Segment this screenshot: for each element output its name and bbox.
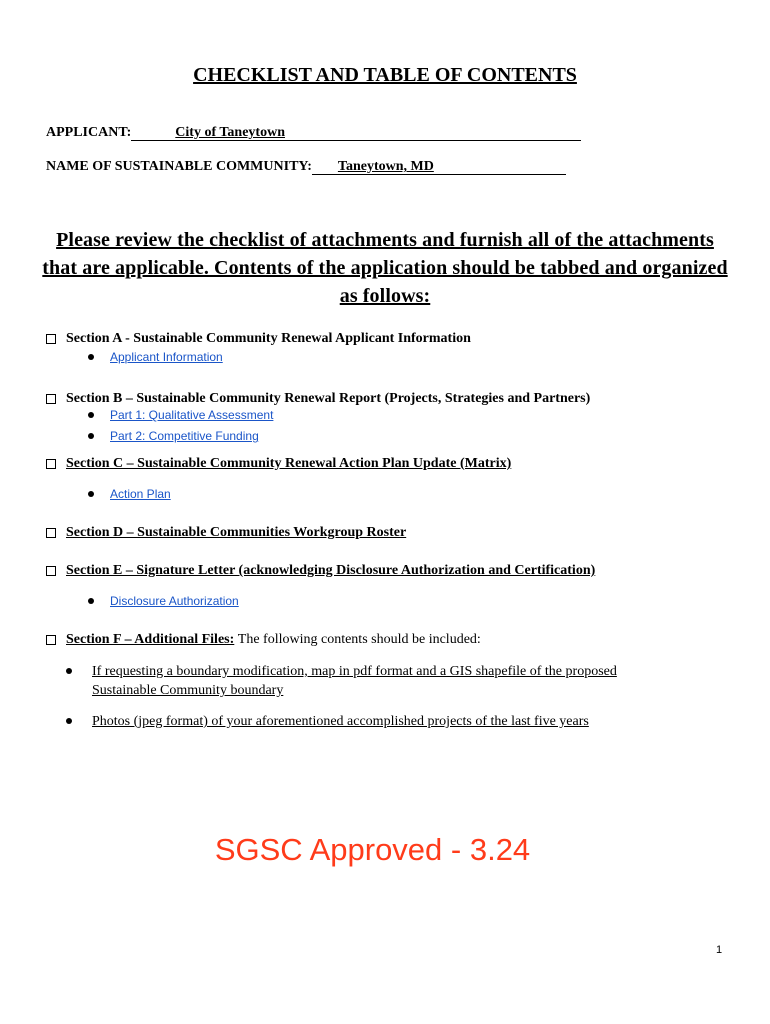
checkbox-icon[interactable] [46,394,56,404]
community-label: NAME OF SUSTAINABLE COMMUNITY: [46,159,312,174]
community-value: Taneytown, MD [337,159,434,174]
section-c [46,456,511,472]
section-c-label: Section C – Sustainable Community Renewal Action Plan Update (Matrix) [66,456,512,471]
applicant-label: APPLICANT: [46,125,132,140]
list-item [66,662,672,700]
applicant-value: City of Taneytown [175,125,285,140]
community-value-line [312,159,566,175]
list-item [88,487,171,501]
section-e-label: Section E – Signature Letter (acknowledging Disclosure Authorization and Certification) [66,563,596,578]
page-number: 1 [716,944,723,956]
checkbox-icon[interactable] [46,566,56,576]
checkbox-icon[interactable] [46,334,56,344]
checkbox-icon[interactable] [46,635,56,645]
section-b [46,391,590,407]
applicant-row [46,125,581,141]
instructions-heading: Please review the checklist of attachments and furnish all of the attachments that are applicable. Contents of the application should be tabbed and organized as follows: [42,229,728,307]
checkbox-icon[interactable] [46,459,56,469]
section-a-label: Section A - Sustainable Community Renewal Applicant Information [66,331,471,346]
bullet-icon [88,354,94,360]
section-a [46,331,471,347]
list-item [88,408,273,422]
page-title: CHECKLIST AND TABLE OF CONTENTS [193,64,577,86]
bullet-icon [66,668,72,674]
section-f-label: Section F – Additional Files: [66,632,235,647]
list-item [88,429,259,443]
approval-stamp: SGSC Approved - 3.24 [214,832,531,867]
link-action-plan[interactable]: Action Plan [110,487,171,501]
section-f-item-photos: Photos (jpeg format) of your aforementioned accomplished projects of the last five years [92,714,589,729]
bullet-icon [88,433,94,439]
community-row [46,159,566,175]
list-item [88,594,239,608]
list-item [88,350,223,364]
applicant-value-line [131,125,581,141]
link-applicant-information[interactable]: Applicant Information [110,350,223,364]
section-f-description: The following contents should be included: [237,632,481,647]
section-f-item-boundary: If requesting a boundary modification, map in pdf format and a GIS shapefile of the proposed Sustainable Community boundary [92,664,617,698]
link-qualitative-assessment[interactable]: Part 1: Qualitative Assessment [110,408,274,422]
section-d [46,525,406,541]
section-b-label: Section B – Sustainable Community Renewal Report (Projects, Strategies and Partners) [66,391,591,406]
checkbox-icon[interactable] [46,528,56,538]
bullet-icon [88,412,94,418]
link-competitive-funding[interactable]: Part 2: Competitive Funding [110,429,259,443]
bullet-icon [88,598,94,604]
link-disclosure-authorization[interactable]: Disclosure Authorization [110,594,239,608]
bullet-icon [66,718,72,724]
list-item [66,712,672,731]
section-f [46,632,481,648]
section-d-label: Section D – Sustainable Communities Workgroup Roster [66,525,407,540]
section-e [46,563,595,579]
bullet-icon [88,491,94,497]
